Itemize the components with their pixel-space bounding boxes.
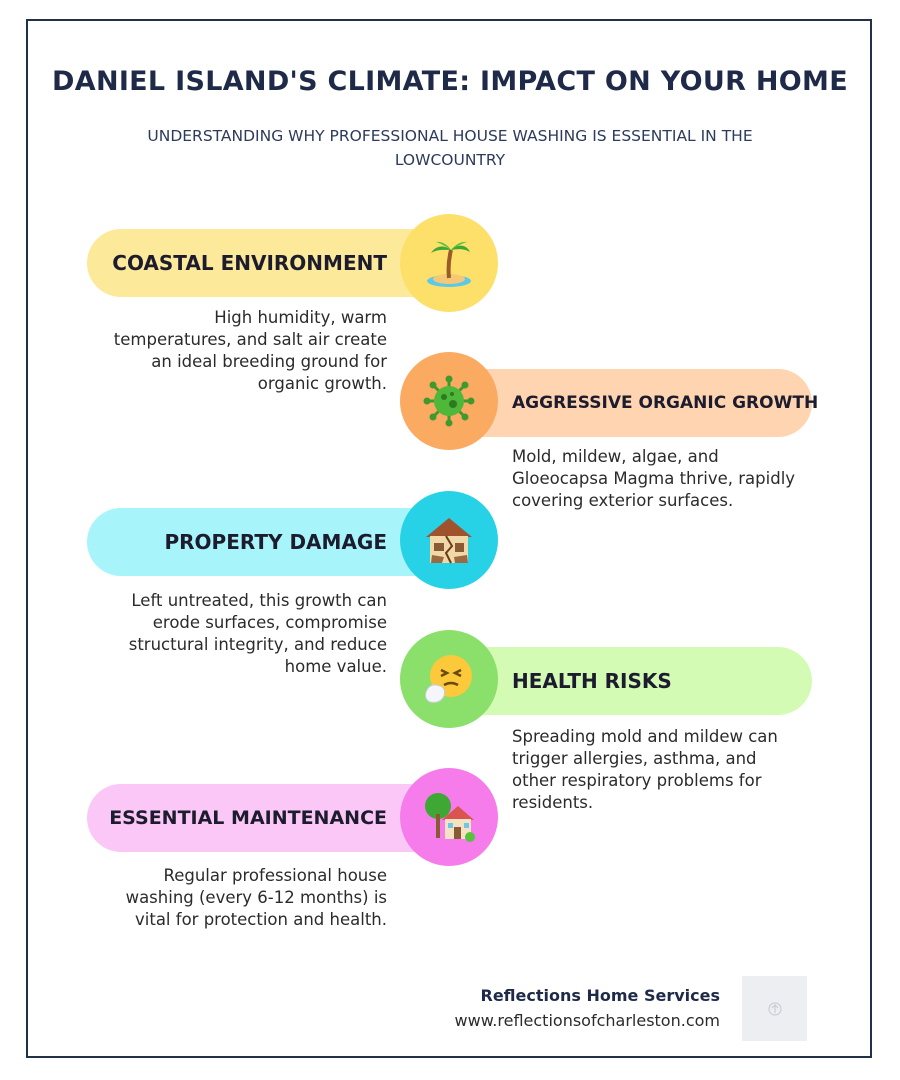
step-description-aggressive-organic-growth: Mold, mildew, algae, and Gloeocapsa Magma thrive, rapidly covering exterior surfaces. — [512, 447, 796, 510]
microbe-icon — [422, 374, 476, 428]
step-title: HEALTH RISKS — [512, 669, 672, 693]
logo-mark-icon — [767, 1001, 783, 1017]
company-name: Reflections Home Services — [480, 986, 720, 1005]
step-description-essential-maintenance: Regular professional house washing (every 6-12 months) is vital for protection and health. — [125, 866, 387, 929]
step-circle-health-risks — [400, 630, 498, 728]
step-title: PROPERTY DAMAGE — [164, 530, 387, 554]
step-title: COASTAL ENVIRONMENT — [112, 251, 387, 275]
sneezing-face-icon — [422, 652, 476, 706]
company-branding — [455, 986, 720, 1030]
step-title: AGGRESSIVE ORGANIC GROWTH — [512, 393, 819, 413]
page-title: DANIEL ISLAND'S CLIMATE: IMPACT ON YOUR HOME — [52, 66, 848, 97]
house-with-garden-icon — [422, 790, 476, 844]
company-logo — [742, 976, 807, 1041]
step-title: ESSENTIAL MAINTENANCE — [109, 807, 387, 829]
step-circle-coastal-environment — [400, 214, 498, 312]
step-circle-essential-maintenance — [400, 768, 498, 866]
palm-tree-island-icon — [422, 236, 476, 290]
company-url[interactable]: www.reflectionsofcharleston.com — [454, 1011, 720, 1030]
damaged-house-icon — [422, 513, 476, 567]
step-circle-property-damage — [400, 491, 498, 589]
step-description-property-damage: Left untreated, this growth can erode surfaces, compromise structural integrity, and reduce home value. — [128, 591, 387, 676]
step-description-health-risks: Spreading mold and mildew can trigger allergies, asthma, and other respiratory problems for residents. — [512, 727, 778, 812]
step-circle-aggressive-organic-growth — [400, 352, 498, 450]
page-subtitle: UNDERSTANDING WHY PROFESSIONAL HOUSE WASHING IS ESSENTIAL IN THE LOWCOUNTRY — [147, 127, 753, 169]
step-description-coastal-environment: High humidity, warm temperatures, and salt air create an ideal breeding ground for organic growth. — [113, 308, 387, 393]
